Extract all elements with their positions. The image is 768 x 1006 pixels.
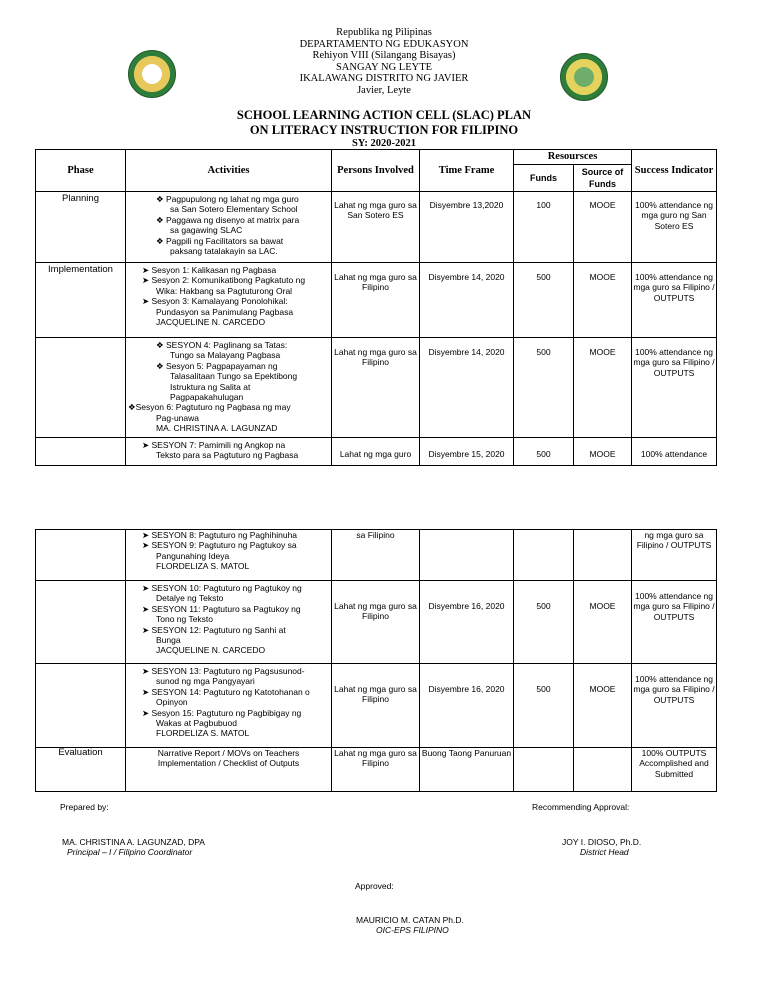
letterhead-line: Republika ng Pilipinas bbox=[336, 27, 432, 38]
phase-cell: Planning bbox=[36, 192, 126, 263]
activity-line: ➤ SESYON 14: Pagtuturo ng Katotohanan o bbox=[142, 686, 310, 697]
success-cell: 100% OUTPUTS Accomplished and Submitted bbox=[632, 748, 717, 792]
activity-line: ➤ Sesyon 15: Pagtuturo ng Pagbibigay ng bbox=[142, 707, 302, 718]
activity-line: ➤ SESYON 13: Pagtuturo ng Pagsusunod- bbox=[142, 666, 305, 676]
activity-line: ❖ Pagpupulong ng lahat ng mga guro bbox=[156, 194, 299, 204]
phase-cell bbox=[36, 438, 126, 466]
activity-line: Detalye ng Teksto bbox=[156, 593, 224, 604]
approver-name: MAURICIO M. CATAN Ph.D. bbox=[356, 915, 464, 925]
activity-line: ❖ Pagpili ng Facilitators sa bawat bbox=[156, 235, 284, 246]
activity-line: Implementation / Checklist of Outputs bbox=[157, 758, 300, 769]
table-row bbox=[36, 338, 717, 438]
activities-cell bbox=[126, 438, 332, 466]
table-row bbox=[36, 530, 717, 581]
activity-line: Pag-unawa bbox=[156, 412, 200, 423]
activity-line: ❖Sesyon 6: Pagtuturo ng Pagbasa ng may bbox=[128, 402, 291, 413]
funds-cell: 500 bbox=[514, 438, 574, 466]
preparer-title: Principal – I / Filipino Coordinator bbox=[67, 847, 193, 857]
source-cell: MOOE bbox=[574, 263, 632, 338]
activities-cell bbox=[126, 338, 332, 438]
persons-cell: Lahat ng mga guro bbox=[332, 438, 420, 466]
activity-line: Tungo sa Malayang Pagbasa bbox=[170, 350, 281, 361]
persons-cell: Lahat ng mga guro sa Filipino bbox=[332, 581, 420, 664]
prepared-by-label: Prepared by: bbox=[60, 802, 109, 812]
phase-cell bbox=[36, 530, 126, 581]
persons-cell: Lahat ng mga guro sa San Sotero ES bbox=[332, 192, 420, 263]
activity-line: JACQUELINE N. CARCEDO bbox=[156, 317, 266, 328]
time-cell: Disyembre 16, 2020 bbox=[420, 581, 514, 664]
activity-line: sa gagawing SLAC bbox=[170, 225, 243, 236]
time-cell: Disyembre 13,2020 bbox=[420, 192, 514, 263]
phase-cell bbox=[36, 664, 126, 748]
activity-line: ❖ Paggawa ng disenyo at matrix para bbox=[156, 214, 300, 225]
source-cell: MOOE bbox=[574, 581, 632, 664]
letterhead-line: SANGAY NG LEYTE bbox=[335, 61, 433, 73]
funds-cell: 500 bbox=[514, 263, 574, 338]
preparer-name: MA. CHRISTINA A. LAGUNZAD, DPA bbox=[62, 837, 205, 847]
activity-line: FLORDELIZA S. MATOL bbox=[156, 561, 250, 572]
time-cell: Disyembre 14, 2020 bbox=[420, 338, 514, 438]
success-cell: 100% attendance ng mga guro sa Filipino / OUTPUTS bbox=[632, 581, 717, 664]
source-cell bbox=[574, 748, 632, 792]
phase-cell bbox=[36, 581, 126, 664]
activity-line: ❖ Sesyon 5: Pagpapayaman ng bbox=[156, 360, 278, 371]
success-cell: 100% attendance ng mga guro ng San Sotero ES bbox=[632, 192, 717, 263]
approved-label: Approved: bbox=[355, 881, 394, 891]
persons-cell: Lahat ng mga guro sa Filipino bbox=[332, 748, 420, 792]
source-cell: MOOE bbox=[574, 192, 632, 263]
col-funds: Funds bbox=[514, 165, 574, 192]
table-row bbox=[36, 581, 717, 664]
recommender-name: JOY I. DIOSO, Ph.D. bbox=[562, 837, 642, 847]
slac-plan-table-continued bbox=[35, 529, 717, 792]
school-year: SY: 2020-2021 bbox=[351, 138, 417, 149]
funds-cell: 100 bbox=[514, 192, 574, 263]
col-persons: Persons Involved bbox=[332, 150, 420, 192]
time-cell: Disyembre 14, 2020 bbox=[420, 263, 514, 338]
activity-line: ➤ SESYON 12: Pagtuturo ng Sanhi at bbox=[142, 624, 286, 635]
success-cell: 100% attendance ng mga guro sa Filipino / OUTPUTS bbox=[632, 338, 717, 438]
activity-line: Talasalitaan Tungo sa Epektibong bbox=[170, 371, 298, 382]
phase-cell: Evaluation bbox=[36, 748, 126, 792]
success-cell: 100% attendance ng mga guro sa Filipino / OUTPUTS bbox=[632, 263, 717, 338]
funds-cell: 500 bbox=[514, 581, 574, 664]
activity-line: Pagpapakahulugan bbox=[170, 392, 244, 403]
persons-cell: Lahat ng mga guro sa Filipino bbox=[332, 664, 420, 748]
activity-line: paksang tatalakayin sa LAC. bbox=[170, 246, 278, 257]
recommending-label: Recommending Approval: bbox=[532, 802, 630, 812]
approver-title: OIC-EPS FILIPINO bbox=[376, 925, 449, 935]
activity-line: ➤ Sesyon 2: Komunikatibong Pagkatuto ng bbox=[142, 275, 306, 286]
activities-cell bbox=[126, 581, 332, 664]
table-row bbox=[36, 192, 717, 263]
letterhead-line: Rehiyon VIII (Silangang Bisayas) bbox=[312, 50, 456, 61]
table-row bbox=[36, 748, 717, 792]
activities-cell bbox=[126, 192, 332, 263]
success-cell: 100% attendance bbox=[632, 438, 717, 466]
activity-line: Tono ng Teksto bbox=[156, 614, 214, 625]
time-cell bbox=[420, 530, 514, 581]
source-cell bbox=[574, 530, 632, 581]
letterhead bbox=[0, 27, 768, 96]
activities-cell bbox=[126, 664, 332, 748]
col-activities: Activities bbox=[126, 150, 332, 192]
activities-cell bbox=[126, 530, 332, 581]
activity-line: ➤ SESYON 8: Pagtuturo ng Paghihinuha bbox=[142, 530, 298, 540]
activities-cell bbox=[126, 748, 332, 792]
slac-plan-table bbox=[35, 149, 717, 466]
activity-line: ➤ Sesyon 3: Kamalayang Ponolohikal: bbox=[142, 296, 288, 307]
activity-line: Teksto para sa Pagtuturo ng Pagbasa bbox=[156, 450, 299, 461]
phase-cell bbox=[36, 338, 126, 438]
table-row bbox=[36, 664, 717, 748]
activity-line: FLORDELIZA S. MATOL bbox=[156, 728, 250, 739]
col-time: Time Frame bbox=[420, 150, 514, 192]
activity-line: Wakas at Pagbubuod bbox=[156, 718, 237, 729]
activity-line: JACQUELINE N. CARCEDO bbox=[156, 645, 266, 656]
source-cell: MOOE bbox=[574, 438, 632, 466]
col-success: Success Indicator bbox=[632, 150, 717, 192]
letterhead-line: DEPARTAMENTO NG EDUKASYON bbox=[299, 38, 469, 50]
letterhead-line: IKALAWANG DISTRITO NG JAVIER bbox=[299, 73, 469, 84]
activity-line: Opinyon bbox=[156, 697, 188, 708]
persons-cell: sa Filipino bbox=[332, 530, 420, 581]
activity-line: ➤ SESYON 7: Pamimili ng Angkop na bbox=[142, 440, 286, 450]
funds-cell bbox=[514, 748, 574, 792]
plan-title: SCHOOL LEARNING ACTION CELL (SLAC) PLAN bbox=[236, 108, 532, 122]
table-row bbox=[36, 263, 717, 338]
activity-line: ➤ SESYON 11: Pagtuturo sa Pagtukoy ng bbox=[142, 603, 301, 614]
time-cell: Disyembre 15, 2020 bbox=[420, 438, 514, 466]
district-seal-icon bbox=[560, 53, 608, 101]
phase-cell: Implementation bbox=[36, 263, 126, 338]
activities-cell bbox=[126, 263, 332, 338]
persons-cell: Lahat ng mga guro sa Filipino bbox=[332, 338, 420, 438]
funds-cell: 500 bbox=[514, 664, 574, 748]
recommender-title: District Head bbox=[580, 847, 629, 857]
activity-line: sunod ng mga Pangyayari bbox=[156, 676, 255, 687]
success-cell: 100% attendance ng mga guro sa Filipino / OUTPUTS bbox=[632, 664, 717, 748]
funds-cell bbox=[514, 530, 574, 581]
activity-line: Pangunahing Ideya bbox=[156, 550, 230, 561]
col-resources: Resoursces bbox=[514, 150, 632, 165]
source-cell: MOOE bbox=[574, 664, 632, 748]
activity-line: ❖ SESYON 4: Paglinang sa Tatas: bbox=[156, 340, 288, 350]
letterhead-line: Javier, Leyte bbox=[357, 84, 411, 96]
school-seal-icon bbox=[128, 50, 176, 98]
activity-line: Narrative Report / MOVs on Teachers bbox=[157, 748, 300, 758]
activity-line: MA. CHRISTINA A. LAGUNZAD bbox=[156, 423, 278, 434]
plan-subtitle: ON LITERACY INSTRUCTION FOR FILIPINO bbox=[249, 123, 519, 137]
activity-line: ➤ Sesyon 1: Kalikasan ng Pagbasa bbox=[142, 265, 277, 275]
activity-line: Wika: Hakbang sa Pagtuturong Oral bbox=[156, 285, 293, 296]
source-cell: MOOE bbox=[574, 338, 632, 438]
table-row bbox=[36, 438, 717, 466]
activity-line: Istruktura ng Salita at bbox=[170, 381, 251, 392]
activity-line: ➤ SESYON 9: Pagtuturo ng Pagtukoy sa bbox=[142, 540, 297, 551]
col-source: Source of Funds bbox=[574, 165, 632, 192]
success-cell: ng mga guro sa Filipino / OUTPUTS bbox=[632, 530, 717, 581]
activity-line: Bunga bbox=[156, 635, 181, 646]
time-cell: Buong Taong Panuruan bbox=[420, 748, 514, 792]
time-cell: Disyembre 16, 2020 bbox=[420, 664, 514, 748]
persons-cell: Lahat ng mga guro sa Filipino bbox=[332, 263, 420, 338]
activity-line: ➤ SESYON 10: Pagtuturo ng Pagtukoy ng bbox=[142, 583, 302, 593]
activity-line: sa San Sotero Elementary School bbox=[170, 204, 298, 215]
activity-line: Pundasyon sa Panimulang Pagbasa bbox=[156, 306, 294, 317]
col-phase: Phase bbox=[36, 150, 126, 192]
funds-cell: 500 bbox=[514, 338, 574, 438]
